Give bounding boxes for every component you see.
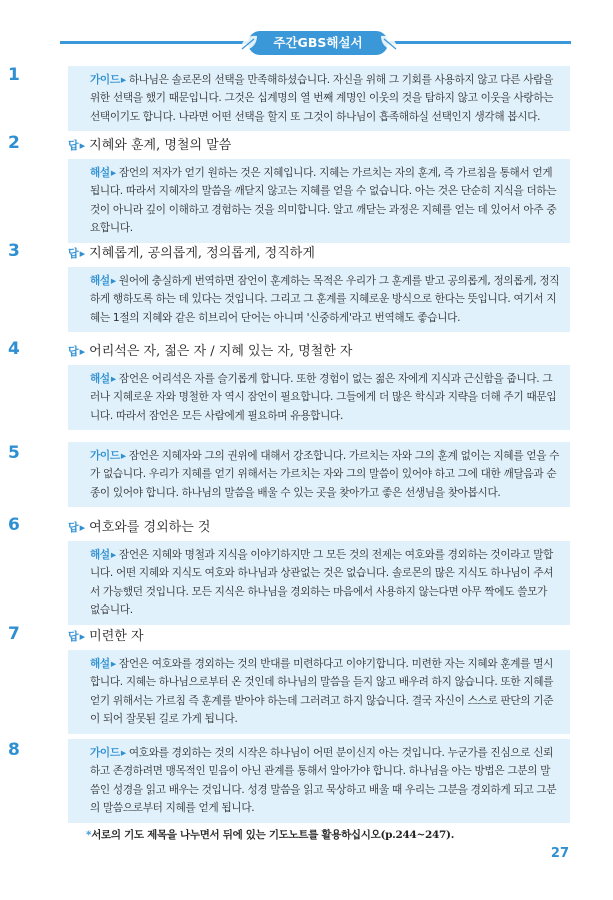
- commentary-label: 해설 ▸: [90, 373, 119, 385]
- guide-text: 잠언은 지혜자와 그의 권위에 대해서 강조합니다. 가르치는 자와 그의 훈계 없이는 지혜를 얻을 수가 없습니다. 우리가 지혜를 얻기 위해서는 가르치는 자와 그의 말씀이 있어야 하고 그에 대한 깨달음과 순종이 있어야 합니다. 하나님의 말씀을 배울 수 있는 곳을 찾아가고 좋은 선생님을 찾아봅시다.: [90, 450, 560, 499]
- note-asterisk: *: [86, 829, 92, 841]
- section-8: [68, 739, 570, 823]
- commentary-box: [68, 541, 570, 625]
- answer-line: [68, 242, 570, 262]
- commentary-box: [68, 267, 570, 332]
- question-number: 1: [8, 65, 20, 85]
- answer-label: 답 ▸: [68, 245, 85, 261]
- answer-label: 답 ▸: [68, 343, 85, 359]
- answer-text: 지혜롭게, 공의롭게, 정의롭게, 정직하게: [89, 246, 315, 261]
- leaf-icon: [238, 33, 260, 53]
- question-number: 6: [8, 515, 20, 535]
- question-number: 8: [8, 740, 20, 760]
- commentary-box: [68, 650, 570, 734]
- section-5: [68, 442, 570, 507]
- page-header-title: 주간GBS해설서: [273, 35, 363, 50]
- commentary-box: [68, 365, 570, 430]
- section-2: [68, 134, 570, 243]
- answer-line: [68, 625, 570, 645]
- commentary-label: 해설 ▸: [90, 658, 119, 670]
- question-number: 2: [8, 133, 20, 153]
- guide-label: 가이드 ▸: [90, 450, 129, 462]
- question-number: 4: [8, 339, 20, 359]
- guide-box: [68, 442, 570, 507]
- commentary-text: 원어에 충실하게 번역하면 잠언이 훈계하는 목적은 우리가 그 훈계를 받고 공의롭게, 정의롭게, 정직하게 행하도록 하는 데 있다는 것입니다. 그리고 그 훈계를 지혜로운 방식으로 한다는 뜻입니다. 여기서 지혜는 1절의 지혜와 같은 히브리어 단어는 아니며 '신중하게'라고 번역해도 좋습니다.: [90, 275, 560, 324]
- guide-box: [68, 739, 570, 823]
- commentary-text: 잠언은 어리석은 자를 슬기롭게 합니다. 또한 경험이 없는 젊은 자에게 지식과 근신함을 줍니다. 그러나 지혜로운 자와 명철한 자 역시 잠언이 필요합니다. 그들에게 더 많은 학식과 지략을 더해 주기 때문입니다. 따라서 잠언은 모든 사람에게 필요하며 유용합니다.: [90, 373, 557, 422]
- guide-text: 여호와를 경외하는 것의 시작은 하나님이 어떤 분이신지 아는 것입니다. 누군가를 진심으로 신뢰하고 존경하려면 맹목적인 믿음이 아닌 관계를 통해서 알아가야 합니다. 하나님을 아는 방법은 그분의 말씀인 성경을 읽고 배우는 것입니다. 성경 말씀을 읽고 묵상하고 배울 때 우리는 그분을 경외하게 되고 그분의 말씀으로부터 지혜를 얻게 됩니다.: [90, 747, 557, 815]
- section-6: [68, 516, 570, 625]
- section-3: [68, 242, 570, 332]
- answer-line: [68, 340, 570, 360]
- answer-label: 답 ▸: [68, 628, 85, 644]
- answer-label: 답 ▸: [68, 137, 85, 153]
- section-4: [68, 340, 570, 430]
- leaf-icon: [378, 33, 400, 53]
- question-number: 3: [8, 241, 20, 261]
- commentary-label: 해설 ▸: [90, 167, 119, 179]
- commentary-text: 잠언은 여호와를 경외하는 것의 반대를 미련하다고 이야기합니다. 미련한 자는 지혜와 훈계를 멸시합니다. 지혜는 하나님으로부터 온 것인데 하나님의 말씀을 듣지 않고 배우려 하지 않습니다. 또한 지혜를 얻기 위해서는 가르침 즉 훈계를 받아야 하는데 그러려고 하지 않습니다. 결국 자신이 스스로 판단의 기준이 되어 잘못된 길로 가게 됩니다.: [90, 658, 554, 726]
- section-1: [68, 66, 570, 131]
- question-number: 7: [8, 624, 20, 644]
- answer-text: 지혜와 훈계, 명철의 말씀: [89, 138, 232, 153]
- answer-label: 답 ▸: [68, 519, 85, 535]
- page-number: 27: [550, 846, 569, 861]
- answer-line: [68, 134, 570, 154]
- guide-label: 가이드 ▸: [90, 747, 129, 759]
- question-number: 5: [8, 443, 20, 463]
- section-7: [68, 625, 570, 734]
- header-tab: [248, 31, 388, 55]
- guide-text: 하나님은 솔로몬의 선택을 만족해하셨습니다. 자신을 위해 그 기회를 사용하지 않고 다른 사람을 위한 선택을 했기 때문입니다. 그것은 십계명의 열 번째 계명인 이웃의 것을 탐하지 않고 이웃을 사랑하는 선택이기도 합니다. 나라면 어떤 선택을 할지 또 그것이 하나님이 흡족해하실 선택인지 생각해 봅시다.: [90, 74, 554, 123]
- commentary-label: 해설 ▸: [90, 275, 119, 287]
- footer-note: [86, 827, 454, 842]
- answer-text: 어리석은 자, 젊은 자 / 지혜 있는 자, 명철한 자: [89, 344, 353, 359]
- commentary-box: [68, 159, 570, 243]
- commentary-text: 잠언의 저자가 얻기 원하는 것은 지혜입니다. 지혜는 가르치는 자의 훈계, 즉 가르침을 통해서 얻게 됩니다. 따라서 지혜자의 말씀을 깨닫지 않고는 지혜를 얻을 수 없습니다. 아는 것은 단순히 지식을 더하는 것이 아니라 깊이 이해하고 경험하는 것을 의미합니다. 알고 깨닫는 과정은 지혜를 얻는 데 있어서 아주 중요합니다.: [90, 167, 557, 235]
- footer-note-text: 서로의 기도 제목을 나누면서 뒤에 있는 기도노트를 활용하십시오(p.244~247).: [91, 829, 455, 841]
- answer-line: [68, 516, 570, 536]
- guide-label: 가이드 ▸: [90, 74, 129, 86]
- commentary-text: 잠언은 지혜와 명철과 지식을 이야기하지만 그 모든 것의 전제는 여호와를 경외하는 것이라고 말합니다. 어떤 지혜와 지식도 여호와 하나님과 상관없는 것은 없습니다. 솔로몬의 많은 지식도 하나님이 주셔서 가능했던 것입니다. 모든 지식은 하나님을 경외하는 마음에서 사용하지 않는다면 아무 짝에도 쓸모가 없습니다.: [90, 549, 554, 617]
- answer-text: 미련한 자: [89, 629, 144, 644]
- commentary-label: 해설 ▸: [90, 549, 119, 561]
- guide-box: [68, 66, 570, 131]
- answer-text: 여호와를 경외하는 것: [89, 520, 211, 535]
